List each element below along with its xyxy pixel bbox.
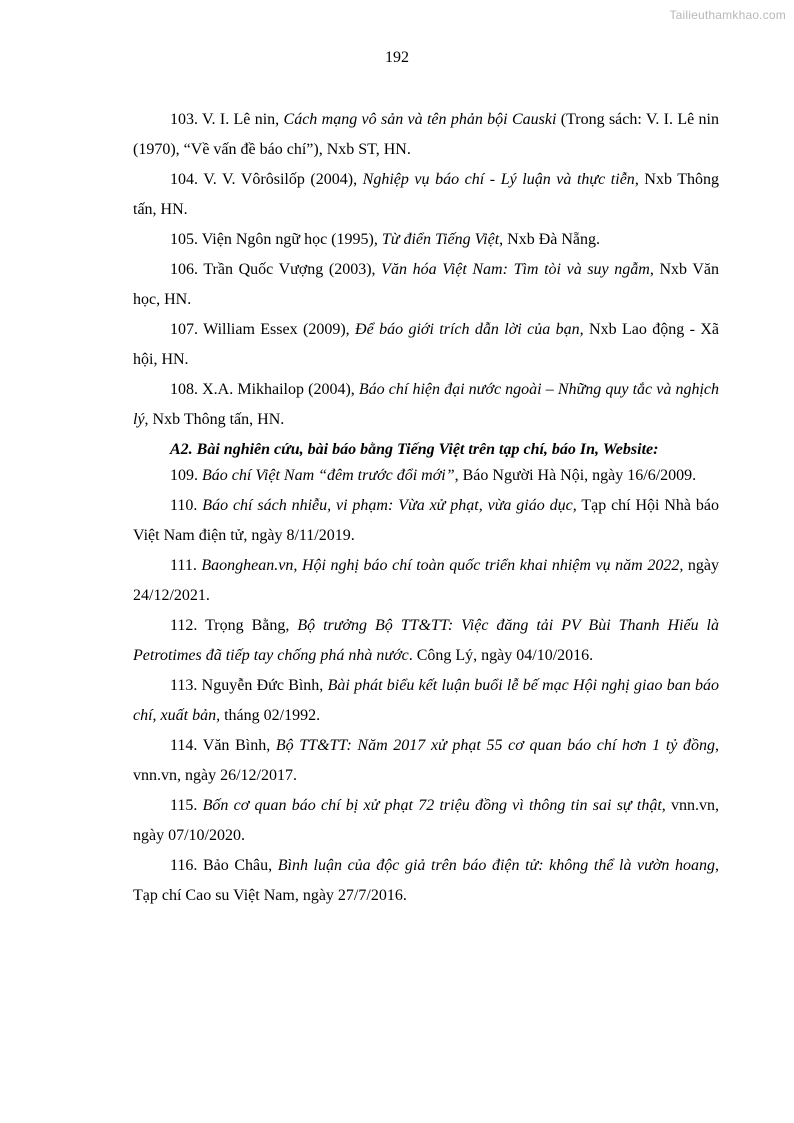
reference-entry-113: 113. Nguyễn Đức Bình, Bài phát biểu kết luận buổi lễ bế mạc Hội nghị giao ban báo chí, xuất bản, tháng 02/1992. <box>133 677 719 724</box>
reference-entry-116: 116. Bảo Châu, Bình luận của độc giả trên báo điện tử: không thể là vườn hoang, Tạp chí Cao su Việt Nam, ngày 27/7/2016. <box>133 857 720 904</box>
reference-entry-106: 106. Trần Quốc Vượng (2003), Văn hóa Việt Nam: Tìm tòi và suy ngẫm, Nxb Văn học, HN. <box>133 261 719 308</box>
watermark: Tailieuthamkhao.com <box>669 8 786 22</box>
reference-list <box>133 105 719 911</box>
reference-entry-107: 107. William Essex (2009), Để báo giới trích dẫn lời của bạn, Nxb Lao động - Xã hội, HN. <box>133 321 719 368</box>
reference-entry-108: 108. X.A. Mikhailop (2004), Báo chí hiện đại nước ngoài – Những quy tắc và nghịch lý, Nxb Thông tấn, HN. <box>133 381 719 428</box>
section-heading: A2. Bài nghiên cứu, bài báo bằng Tiếng Việt trên tạp chí, báo In, Website: <box>170 441 659 458</box>
reference-entry-109: 109. Báo chí Việt Nam “đêm trước đổi mới”, Báo Người Hà Nội, ngày 16/6/2009. <box>170 467 697 484</box>
reference-entry-115: 115. Bốn cơ quan báo chí bị xử phạt 72 triệu đồng vì thông tin sai sự thật, vnn.vn, ngày 07/10/2020. <box>133 797 720 844</box>
reference-entry-110: 110. Báo chí sách nhiễu, vi phạm: Vừa xử phạt, vừa giáo dục, Tạp chí Hội Nhà báo Việt Nam điện tử, ngày 8/11/2019. <box>133 497 720 544</box>
reference-entry-114: 114. Văn Bình, Bộ TT&TT: Năm 2017 xử phạt 55 cơ quan báo chí hơn 1 tỷ đồng, vnn.vn, ngày 26/12/2017. <box>133 737 720 784</box>
page-number: 192 <box>385 49 409 66</box>
reference-entry-111: 111. Baonghean.vn, Hội nghị báo chí toàn quốc triển khai nhiệm vụ năm 2022, ngày 24/12/2021. <box>133 557 720 604</box>
reference-entry-104: 104. V. V. Vôrôsilốp (2004), Nghiệp vụ báo chí - Lý luận và thực tiễn, Nxb Thông tấn, HN. <box>133 171 719 218</box>
reference-entry-105: 105. Viện Ngôn ngữ học (1995), Từ điển Tiếng Việt, Nxb Đà Nẵng. <box>170 231 601 248</box>
reference-entry-112: 112. Trọng Bằng, Bộ trưởng Bộ TT&TT: Việc đăng tải PV Bùi Thanh Hiếu là Petrotimes đã tiếp tay chống phá nhà nước. Công Lý, ngày 04/10/2016. <box>133 617 720 664</box>
reference-entry-103: 103. V. I. Lê nin, Cách mạng vô sản và tên phản bội Causki (Trong sách: V. I. Lê nin (1970), “Về vấn đề báo chí”), Nxb ST, HN. <box>133 111 720 158</box>
